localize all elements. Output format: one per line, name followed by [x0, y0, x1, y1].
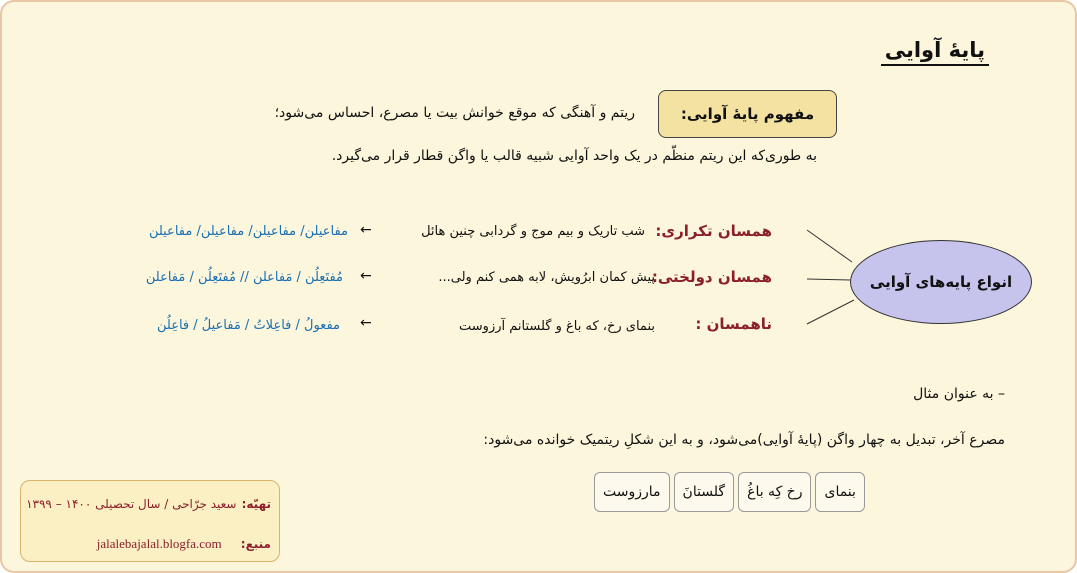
foot-2: رخ کِه باغُ	[738, 472, 811, 512]
feet-row	[594, 472, 865, 512]
type-category-3: ناهمسان :	[695, 315, 772, 333]
arrow-2: ←	[360, 268, 372, 284]
credit-source	[97, 533, 271, 552]
credit-prepared-label: تهیّه:	[241, 497, 271, 511]
type-meter-2: مُفتَعِلُن / مَفاعلن // مُفتَعِلُن / مَفاعلن	[145, 270, 343, 285]
type-meter-3: مفعولُ / فاعِلاتُ / مَفاعیلُ / فاعِلُن	[157, 318, 340, 333]
arrow-3: ←	[360, 315, 372, 331]
connector-line-3	[807, 300, 854, 324]
credit-source-value: jalalebajalal.blogfa.com	[96, 536, 222, 551]
credit-source-label: منبع:	[240, 537, 271, 551]
credits-box	[20, 480, 280, 562]
connector-line-1	[807, 230, 852, 262]
page-title: پایۀ آوایی	[881, 38, 989, 66]
type-meter-1: مفاعیلن/ مفاعیلن/ مفاعیلن/ مفاعیلن	[148, 224, 348, 239]
credit-prepared-value: سعید جرّاحی / سال تحصیلی ۱۴۰۰ – ۱۳۹۹	[26, 497, 237, 511]
foot-4: مارزوست	[594, 472, 670, 512]
type-example-3: بنمای رخ، که باغ و گلستانم آرزوست	[459, 319, 655, 334]
types-oval	[850, 240, 1032, 324]
types-oval-label: انواع پایه‌های آوایی	[869, 273, 1013, 291]
type-example-1: شب تاریک و بیم موج و گردابی چنین هائل	[421, 224, 645, 239]
type-category-1: همسان تکراری:	[655, 222, 772, 240]
type-example-2: پیش کمان ابرُویش، لابه همی کنم ولی...	[438, 270, 655, 285]
foot-1: بنمای	[815, 472, 864, 512]
arrow-1: ←	[360, 222, 372, 238]
foot-3: گلستانَ	[674, 472, 735, 512]
concept-line-2: به طوری‌که این ریتم منظّم در یک واحد آوایی شبیه قالب یا واگن قطار قرار می‌گیرد.	[331, 148, 817, 164]
concept-label: مفهوم پایۀ آوایی:	[680, 105, 815, 123]
example-text: مصرع آخر، تبدیل به چهار واگن (پایۀ آوایی)‌می‌شود، و به این شکلِ ریتمیک خوانده می‌شود:	[483, 432, 1005, 448]
type-category-2: همسان دولختی:	[651, 268, 772, 286]
concept-line-1: ریتم و آهنگی که موقع خوانش بیت یا مصرع، احساس می‌شود؛	[274, 105, 635, 121]
credit-prepared	[26, 493, 271, 512]
connector-line-2	[807, 279, 850, 280]
example-header: – به عنوان مثال	[913, 386, 1005, 402]
